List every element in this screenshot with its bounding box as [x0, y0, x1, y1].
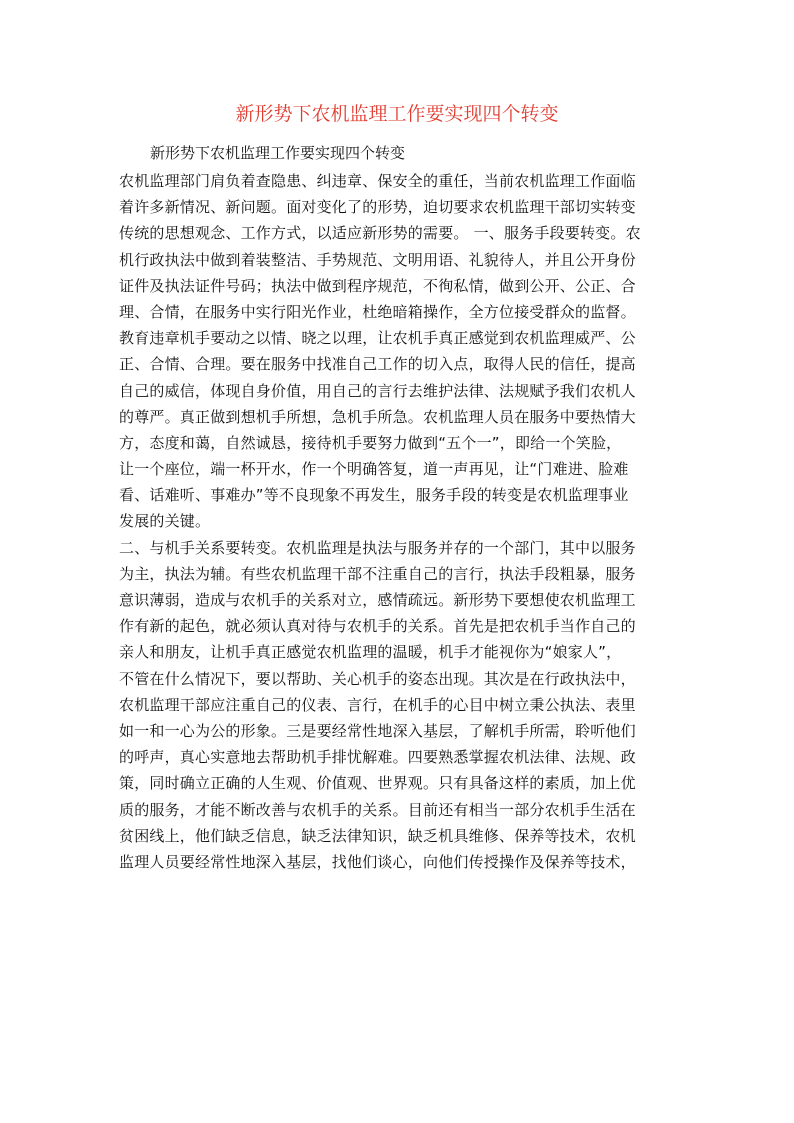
body-text-line: 看、话难听、事难办”等不良现象不再发生，服务手段的转变是农机监理事业 [119, 486, 629, 505]
body-text-line: 证件及执法证件号码；执法中做到程序规范，不徇私情，做到公开、公正、合 [119, 276, 636, 295]
body-text-line: 监理人员要经常性地深入基层，找他们谈心，向他们传授操作及保养等技术， [119, 852, 636, 871]
body-text-line: 贫困线上，他们缺乏信息，缺乏法律知识，缺乏机具维修、保养等技术，农机 [119, 826, 636, 845]
body-text-line: 二、与机手关系要转变。农机监理是执法与服务并存的一个部门，其中以服务 [119, 538, 636, 557]
body-text-line: 自己的威信，体现自身价值，用自己的言行去维护法律、法规赋予我们农机人 [119, 381, 636, 400]
body-text-line: 意识薄弱，造成与农机手的关系对立，感情疏远。新形势下要想使农机监理工 [119, 591, 636, 609]
body-text-line: 机行政执法中做到着装整洁、手势规范、文明用语、礼貌待人，并且公开身份 [119, 250, 636, 269]
body-text-line: 农机监理干部应注重自己的仪表、言行，在机手的心目中树立秉公执法、表里 [119, 695, 636, 714]
body-text-line: 方，态度和蔼，自然诚恳，接待机手要努力做到“五个一”，即给一个笑脸， [119, 433, 622, 452]
body-text-line: 如一和一心为公的形象。三是要经常性地深入基层，了解机手所需，聆听他们 [119, 721, 636, 740]
body-text-line: 教育违章机手要动之以情、晓之以理，让农机手真正感觉到农机监理威严、公 [119, 329, 636, 348]
body-text-line: 策，同时确立正确的人生观、价值观、世界观。只有具备这样的素质，加上优 [119, 774, 636, 793]
document-body [119, 168, 679, 875]
body-text-line: 让一个座位，端一杯开水，作一个明确答复，道一声再见，让“门难进、脸难 [119, 460, 629, 479]
body-text-line: 着许多新情况、新问题。面对变化了的形势，迫切要求农机监理干部切实转变 [119, 198, 636, 217]
body-text-line: 不管在什么情况下，要以帮助、关心机手的姿态出现。其次是在行政执法中， [119, 669, 636, 688]
body-text-line: 的呼声，真心实意地去帮助机手排忧解难。四要熟悉掌握农机法律、法规、政 [119, 748, 636, 767]
document-subtitle: 新形势下农机监理工作要实现四个转变 [150, 144, 406, 162]
body-text-line: 理、合情，在服务中实行阳光作业，杜绝暗箱操作，全方位接受群众的监督。 [119, 302, 636, 321]
body-text-line: 农机监理部门肩负着查隐患、纠违章、保安全的重任，当前农机监理工作面临 [119, 172, 636, 190]
body-text-line: 为主，执法为辅。有些农机监理干部不注重自己的言行，执法手段粗暴，服务 [119, 564, 636, 583]
body-text-line: 作有新的起色，就必须认真对待与农机手的关系。首先是把农机手当作自己的 [119, 617, 636, 636]
document-title: 新形势下农机监理工作要实现四个转变 [235, 103, 559, 125]
body-text-line: 亲人和朋友，让机手真正感觉农机监理的温暖，机手才能视你为“娘家人”， [119, 643, 622, 662]
body-text-line: 传统的思想观念、工作方式，以适应新形势的需要。 一、服务手段要转变。农 [119, 224, 641, 243]
body-text-line: 发展的关键。 [119, 512, 211, 531]
body-text-line: 的尊严。真正做到想机手所想，急机手所急。农机监理人员在服务中要热情大 [119, 407, 636, 426]
body-text-line: 正、合情、合理。要在服务中找准自己工作的切入点，取得人民的信任，提高 [119, 355, 636, 374]
body-text-line: 质的服务，才能不断改善与农机手的关系。目前还有相当一部分农机手生活在 [119, 800, 636, 819]
